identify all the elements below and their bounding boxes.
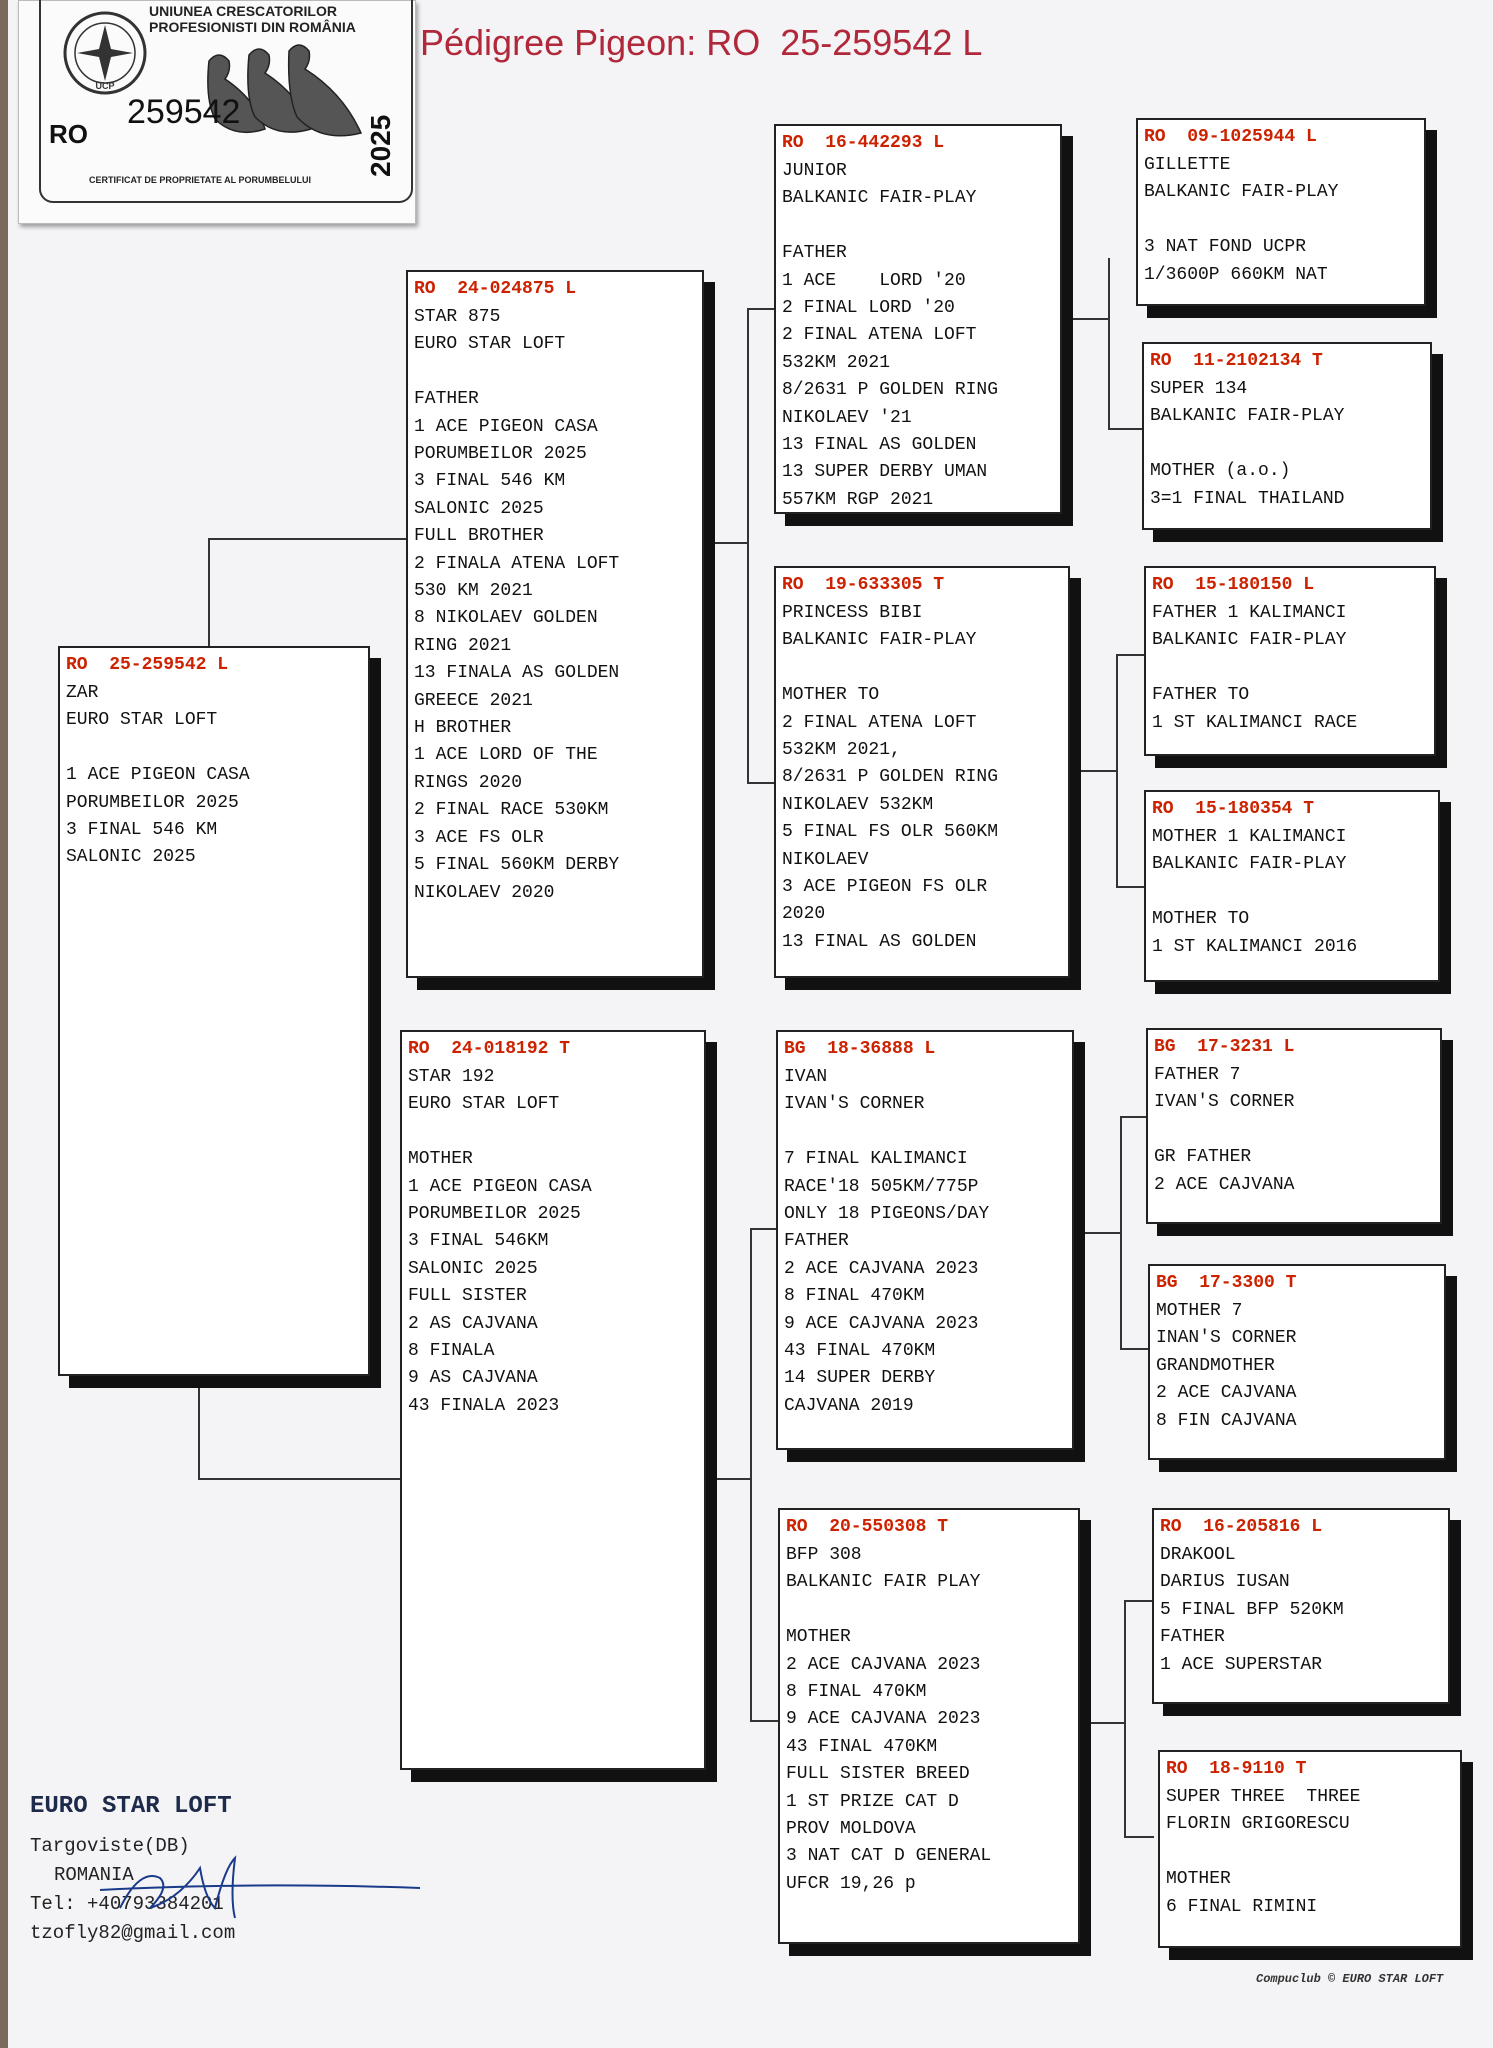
pigeon-detail-line: 2 FINAL LORD '20 <box>782 298 955 319</box>
pigeon-detail-line: 43 FINAL 470KM <box>786 1736 938 1757</box>
paternal-grandsire-card <box>774 124 1062 514</box>
signature-icon <box>60 1838 420 1928</box>
pigeon-details <box>66 680 362 872</box>
great-grandparent-card <box>1144 790 1440 982</box>
owner-email: tzofly82@gmail.com <box>30 1922 236 1944</box>
pigeon-detail-line: BALKANIC FAIR-PLAY <box>1150 406 1345 427</box>
pigeon-detail-line: 5 FINAL FS OLR 560KM <box>782 822 999 843</box>
great-grandparent-card <box>1142 342 1432 530</box>
pigeon-detail-line: STAR 875 <box>414 307 501 327</box>
pigeon-detail-line: INAN'S CORNER <box>1156 1328 1297 1349</box>
pigeon-detail-line <box>414 359 696 386</box>
pigeon-detail-line <box>782 213 1054 240</box>
connector <box>1120 1116 1122 1350</box>
pigeon-details <box>1152 824 1432 961</box>
pigeon-detail-line: MOTHER (a.o.) <box>1150 461 1291 482</box>
pigeon-detail-line <box>1154 1117 1434 1144</box>
pigeon-details <box>1166 1784 1454 1921</box>
pigeon-details <box>1160 1542 1442 1679</box>
connector <box>1116 654 1118 888</box>
connector <box>1070 318 1110 320</box>
great-grandparent-card <box>1158 1750 1462 1948</box>
pigeon-detail-line: FATHER 7 <box>1154 1065 1241 1085</box>
pigeon-detail-line: BALKANIC FAIR-PLAY <box>782 630 977 651</box>
pigeon-details <box>782 600 1062 956</box>
connector <box>747 308 777 310</box>
pigeon-detail-line: ONLY 18 PIGEONS/DAY <box>784 1204 990 1225</box>
page-title: Pédigree Pigeon: RO 25-259542 L <box>420 22 983 63</box>
pigeon-detail-line: RINGS 2020 <box>414 772 523 793</box>
stamp-certificate-label: CERTIFICAT DE PROPRIETATE AL PORUMBELULUI <box>89 175 311 185</box>
pigeon-details <box>1154 1062 1434 1199</box>
pigeon-detail-line: 3=1 FINAL THAILAND <box>1150 488 1345 509</box>
pigeon-detail-line <box>1166 1839 1454 1866</box>
pigeon-detail-line: PORUMBEILOR 2025 <box>66 792 239 813</box>
pigeon-detail-line: 3 NAT FOND UCPR <box>1144 237 1307 258</box>
pigeon-detail-line: 8/2631 P GOLDEN RING <box>782 380 999 401</box>
connector <box>198 1380 200 1480</box>
connector <box>1108 428 1144 430</box>
pigeon-details <box>1156 1298 1438 1435</box>
ring-number: BG 18-36888 L <box>784 1039 936 1059</box>
pigeon-detail-line: 43 FINALA 2023 <box>408 1395 560 1416</box>
pigeon-detail-line: SALONIC 2025 <box>66 847 196 868</box>
pigeon-detail-line: 8 FINALA <box>408 1341 495 1362</box>
pigeon-detail-line: MOTHER TO <box>1152 909 1250 930</box>
ownership-certificate-stamp <box>18 0 416 224</box>
pigeon-detail-line <box>1150 431 1424 458</box>
pigeon-detail-line <box>1144 207 1418 234</box>
pigeon-detail-line: SALONIC 2025 <box>414 498 544 519</box>
pigeon-detail-line: GR FATHER <box>1154 1147 1252 1168</box>
connector <box>208 538 408 540</box>
pigeon-details <box>786 1542 1072 1898</box>
connector <box>747 308 749 784</box>
pigeon-detail-line: 13 FINALA AS GOLDEN <box>414 663 620 684</box>
pigeon-detail-line: 43 FINAL 470KM <box>784 1341 936 1362</box>
pigeon-detail-line: MOTHER <box>786 1627 851 1648</box>
pigeon-detail-line: FATHER TO <box>1152 685 1250 706</box>
pigeon-detail-line: FLORIN GRIGORESCU <box>1166 1814 1350 1835</box>
connector <box>712 542 749 544</box>
pigeon-detail-line: 1 ACE PIGEON CASA <box>66 765 250 786</box>
pigeon-detail-line: MOTHER <box>1166 1869 1231 1890</box>
pigeon-detail-line: NIKOLAEV 532KM <box>782 794 934 815</box>
pigeon-detail-line: STAR 192 <box>408 1067 495 1087</box>
pigeon-detail-line: 3 ACE PIGEON FS OLR <box>782 877 988 898</box>
pigeon-detail-line: RING 2021 <box>414 635 512 656</box>
connector <box>747 782 777 784</box>
stamp-logo-text: UCP <box>95 81 115 91</box>
connector <box>1116 654 1146 656</box>
maternal-granddam-card <box>778 1508 1080 1944</box>
great-grandparent-card <box>1152 1508 1450 1704</box>
pigeon-detail-line: NIKOLAEV '21 <box>782 407 912 428</box>
connector <box>1082 1232 1122 1234</box>
pigeon-detail-line: SALONIC 2025 <box>408 1258 538 1279</box>
pigeon-details <box>1152 600 1428 737</box>
connector <box>750 1720 780 1722</box>
stamp-country: RO <box>49 119 88 149</box>
pigeon-detail-line: PRINCESS BIBI <box>782 603 923 623</box>
pigeon-detail-line: 1 ST KALIMANCI RACE <box>1152 712 1358 733</box>
connector <box>198 1478 402 1480</box>
pigeon-detail-line: IVAN'S CORNER <box>784 1094 925 1115</box>
pigeon-detail-line: 2 FINAL ATENA LOFT <box>782 712 977 733</box>
owner-phone: Tel: +40793384201 <box>30 1893 224 1915</box>
pigeon-detail-line: 530 KM 2021 <box>414 581 533 602</box>
pigeon-detail-line: 1 ACE PIGEON CASA <box>408 1176 592 1197</box>
pigeon-detail-line: DARIUS IUSAN <box>1160 1572 1290 1593</box>
connector <box>1124 1600 1126 1838</box>
pigeon-detail-line <box>782 655 1062 682</box>
pigeon-detail-line: 1 ACE LORD OF THE <box>414 745 598 766</box>
pigeon-detail-line <box>786 1597 1072 1624</box>
pigeon-detail-line: 3 ACE FS OLR <box>414 827 544 848</box>
pigeon-detail-line: 3 FINAL 546 KM <box>414 471 566 492</box>
pigeon-details <box>1144 152 1418 289</box>
ring-number: RO 11-2102134 T <box>1150 351 1323 371</box>
ring-number: RO 24-018192 T <box>408 1039 571 1059</box>
footer-credit: Compuclub © EURO STAR LOFT <box>1256 1972 1444 1986</box>
pigeon-detail-line: BALKANIC FAIR-PLAY <box>1152 854 1347 875</box>
pigeon-detail-line: 2 FINALA ATENA LOFT <box>414 553 620 574</box>
pigeon-detail-line: 1 ACE PIGEON CASA <box>414 416 598 437</box>
pigeon-detail-line: SUPER 134 <box>1150 379 1248 399</box>
pigeon-detail-line: 8/2631 P GOLDEN RING <box>782 767 999 788</box>
pigeon-detail-line: 2 ACE CAJVANA <box>1154 1174 1295 1195</box>
subject-pigeon-card <box>58 646 370 1376</box>
pigeon-detail-line <box>66 735 362 762</box>
pigeon-detail-line: 9 AS CAJVANA <box>408 1368 538 1389</box>
pigeon-detail-line: 8 FINAL 470KM <box>786 1682 927 1703</box>
pigeon-details <box>414 304 696 907</box>
pigeon-detail-line: 2 ACE CAJVANA <box>1156 1383 1297 1404</box>
pigeon-detail-line: EURO STAR LOFT <box>66 710 218 731</box>
pigeon-detail-line: NIKOLAEV 2020 <box>414 882 555 903</box>
ring-number: RO 25-259542 L <box>66 655 229 675</box>
great-grandparent-card <box>1146 1028 1442 1224</box>
stamp-ring-number: 259542 <box>127 93 241 131</box>
pigeon-detail-line: 557KM RGP 2021 <box>782 489 934 510</box>
connector <box>1086 1722 1126 1724</box>
pigeon-detail-line: 2020 <box>782 904 826 925</box>
pigeon-detail-line: GREECE 2021 <box>414 690 533 711</box>
pigeon-detail-line: FULL BROTHER <box>414 526 544 547</box>
pigeon-detail-line <box>784 1119 1066 1146</box>
pigeon-detail-line: FULL SISTER <box>408 1286 527 1307</box>
pigeon-detail-line: 5 FINAL BFP 520KM <box>1160 1599 1344 1620</box>
pigeon-detail-line: FATHER <box>784 1231 849 1252</box>
pigeon-detail-line: SUPER THREE THREE <box>1166 1787 1361 1807</box>
pigeon-detail-line: 532KM 2021 <box>782 352 891 373</box>
pigeon-detail-line: 3 FINAL 546KM <box>408 1231 549 1252</box>
ring-number: BG 17-3300 T <box>1156 1273 1297 1293</box>
pigeon-detail-line: ZAR <box>66 683 99 703</box>
ring-number: RO 16-442293 L <box>782 133 945 153</box>
connector <box>1124 1600 1154 1602</box>
ring-number: BG 17-3231 L <box>1154 1037 1295 1057</box>
pigeon-detail-line: JUNIOR <box>782 161 847 181</box>
pigeon-detail-line: IVAN'S CORNER <box>1154 1092 1295 1113</box>
pigeon-detail-line: GILLETTE <box>1144 155 1231 175</box>
sire-pigeon-card <box>406 270 704 978</box>
pigeon-details <box>1150 376 1424 513</box>
connector <box>712 1478 752 1480</box>
pigeon-detail-line: 1 ST KALIMANCI 2016 <box>1152 936 1358 957</box>
pigeon-detail-line: BFP 308 <box>786 1545 862 1565</box>
pigeon-detail-line: 1/3600P 660KM NAT <box>1144 264 1328 285</box>
pigeon-details <box>784 1064 1066 1420</box>
pigeon-detail-line: 13 SUPER DERBY UMAN <box>782 462 988 483</box>
pigeon-detail-line: H BROTHER <box>414 718 512 739</box>
owner-city: Targoviste(DB) <box>30 1835 190 1857</box>
great-grandparent-card <box>1148 1264 1446 1460</box>
pigeon-detail-line: 8 FIN CAJVANA <box>1156 1410 1297 1431</box>
stamp-organization: UNIUNEA CRESCATORILOR PROFESIONISTI DIN ROMÂNIA <box>149 3 356 35</box>
pigeon-detail-line: 2 AS CAJVANA <box>408 1313 538 1334</box>
pigeon-detail-line: 13 FINAL AS GOLDEN <box>782 931 977 952</box>
pigeon-detail-line: MOTHER 7 <box>1156 1301 1243 1321</box>
pigeon-details <box>408 1064 698 1420</box>
ring-number: RO 20-550308 T <box>786 1517 949 1537</box>
pigeon-detail-line: 2 FINAL RACE 530KM <box>414 800 609 821</box>
dam-pigeon-card <box>400 1030 706 1770</box>
pigeon-detail-line: FATHER <box>782 243 847 264</box>
connector <box>1116 886 1146 888</box>
pigeon-detail-line: 3 FINAL 546 KM <box>66 820 218 841</box>
pigeon-detail-line: 2 FINAL ATENA LOFT <box>782 325 977 346</box>
connector <box>1080 770 1118 772</box>
pigeon-detail-line: DRAKOOL <box>1160 1545 1236 1565</box>
pigeon-detail-line: 1 ACE LORD '20 <box>782 270 966 291</box>
pigeon-detail-line: 1 ST PRIZE CAT D <box>786 1791 959 1812</box>
connector <box>750 1228 752 1722</box>
pigeon-detail-line <box>1152 655 1428 682</box>
pigeon-detail-line: MOTHER 1 KALIMANCI <box>1152 827 1347 847</box>
pigeon-detail-line: 9 ACE CAJVANA 2023 <box>786 1709 981 1730</box>
pigeon-detail-line: PROV MOLDOVA <box>786 1819 916 1840</box>
ring-number: RO 16-205816 L <box>1160 1517 1323 1537</box>
loft-name: EURO STAR LOFT <box>30 1793 232 1820</box>
great-grandparent-card <box>1144 566 1436 756</box>
pigeon-detail-line: PORUMBEILOR 2025 <box>408 1204 581 1225</box>
pigeon-detail-line: 8 FINAL 470KM <box>784 1286 925 1307</box>
maternal-grandsire-card <box>776 1030 1074 1450</box>
connector <box>1108 258 1110 430</box>
stamp-year: 2025 <box>365 114 396 177</box>
pigeon-detail-line: 14 SUPER DERBY <box>784 1368 936 1389</box>
pigeon-detail-line: 6 FINAL RIMINI <box>1166 1896 1318 1917</box>
great-grandparent-card <box>1136 118 1426 306</box>
ring-number: RO 09-1025944 L <box>1144 127 1317 147</box>
pigeon-detail-line: NIKOLAEV <box>782 849 869 870</box>
pigeon-detail-line <box>1152 879 1432 906</box>
ring-number: RO 15-180354 T <box>1152 799 1315 819</box>
connector <box>1120 1348 1150 1350</box>
ring-number: RO 15-180150 L <box>1152 575 1315 595</box>
pigeon-detail-line: GRANDMOTHER <box>1156 1355 1275 1376</box>
pigeon-detail-line: 1 ACE SUPERSTAR <box>1160 1654 1323 1675</box>
pigeon-detail-line: 532KM 2021, <box>782 740 901 761</box>
pigeon-details <box>782 158 1054 514</box>
pigeon-detail-line: MOTHER <box>408 1149 473 1170</box>
paternal-granddam-card <box>774 566 1070 978</box>
owner-country: ROMANIA <box>54 1864 134 1886</box>
pigeon-detail-line: BALKANIC FAIR-PLAY <box>1144 182 1339 203</box>
pigeon-detail-line: BALKANIC FAIR-PLAY <box>782 188 977 209</box>
pigeon-detail-line: RACE'18 505KM/775P <box>784 1176 979 1197</box>
pigeon-detail-line: MOTHER TO <box>782 685 880 706</box>
pigeon-detail-line: 9 ACE CAJVANA 2023 <box>784 1313 979 1334</box>
pigeon-detail-line: PORUMBEILOR 2025 <box>414 444 587 465</box>
pigeon-detail-line: 5 FINAL 560KM DERBY <box>414 855 620 876</box>
pigeon-detail-line: 2 ACE CAJVANA 2023 <box>786 1654 981 1675</box>
pigeon-detail-line: 3 NAT CAT D GENERAL <box>786 1846 992 1867</box>
ring-number: RO 19-633305 T <box>782 575 945 595</box>
pigeon-detail-line: CAJVANA 2019 <box>784 1395 914 1416</box>
pigeon-detail-line: FATHER <box>414 389 479 410</box>
pigeon-detail-line: EURO STAR LOFT <box>414 334 566 355</box>
pigeon-detail-line: FATHER <box>1160 1627 1225 1648</box>
pigeon-detail-line: IVAN <box>784 1067 828 1087</box>
pigeon-detail-line <box>408 1119 698 1146</box>
connector <box>208 538 210 648</box>
pigeon-detail-line: UFCR 19,26 p <box>786 1873 916 1894</box>
pigeon-detail-line: FULL SISTER BREED <box>786 1764 970 1785</box>
pigeon-detail-line: 2 ACE CAJVANA 2023 <box>784 1258 979 1279</box>
pigeon-detail-line: EURO STAR LOFT <box>408 1094 560 1115</box>
pigeon-detail-line: FATHER 1 KALIMANCI <box>1152 603 1347 623</box>
pigeon-detail-line: BALKANIC FAIR PLAY <box>786 1572 981 1593</box>
ring-number: RO 18-9110 T <box>1166 1759 1307 1779</box>
pigeon-detail-line: 7 FINAL KALIMANCI <box>784 1149 968 1170</box>
pigeon-detail-line: 8 NIKOLAEV GOLDEN <box>414 608 598 629</box>
pigeon-detail-line: 13 FINAL AS GOLDEN <box>782 435 977 456</box>
pigeon-detail-line: BALKANIC FAIR-PLAY <box>1152 630 1347 651</box>
connector <box>1124 1836 1154 1838</box>
ring-number: RO 24-024875 L <box>414 279 577 299</box>
